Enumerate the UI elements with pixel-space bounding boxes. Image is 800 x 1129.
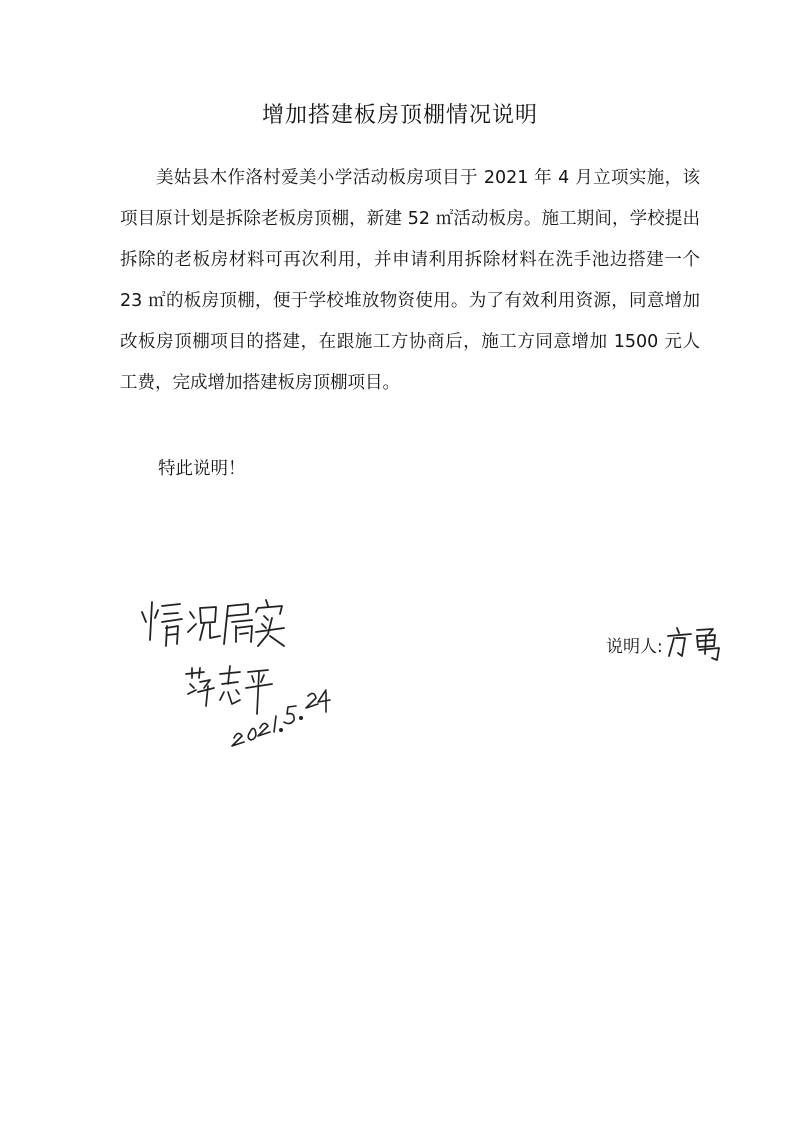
handwritten-approval-signature xyxy=(120,588,350,768)
signer-label: 说明人: xyxy=(606,636,663,657)
document-title: 增加搭建板房顶棚情况说明 xyxy=(261,103,538,128)
document-body-paragraph: 美姑县木作洛村爱美小学活动板房项目于 2021 年 4 月立项实施，该项目原计划是拆除老板房顶棚，新建 52 ㎡活动板房。施工期间，学校提出拆除的老板房材料可再次利用，并申请利用拆除材料在洗手池边搭建一个 23 ㎡的板房顶棚，便于学校堆放物资使用。为了有效利用资源，同意增加改板房顶棚项目的搭建，在跟施工方协商后，施工方同意增加 1500 元人工费，完成增加搭建板房顶棚项目。 xyxy=(120,168,700,393)
signer-handwritten-signature xyxy=(665,624,725,664)
closing-statement: 特此说明！ xyxy=(158,459,246,479)
signer-section xyxy=(606,624,725,664)
handwritten-signature-drawing xyxy=(120,588,350,768)
